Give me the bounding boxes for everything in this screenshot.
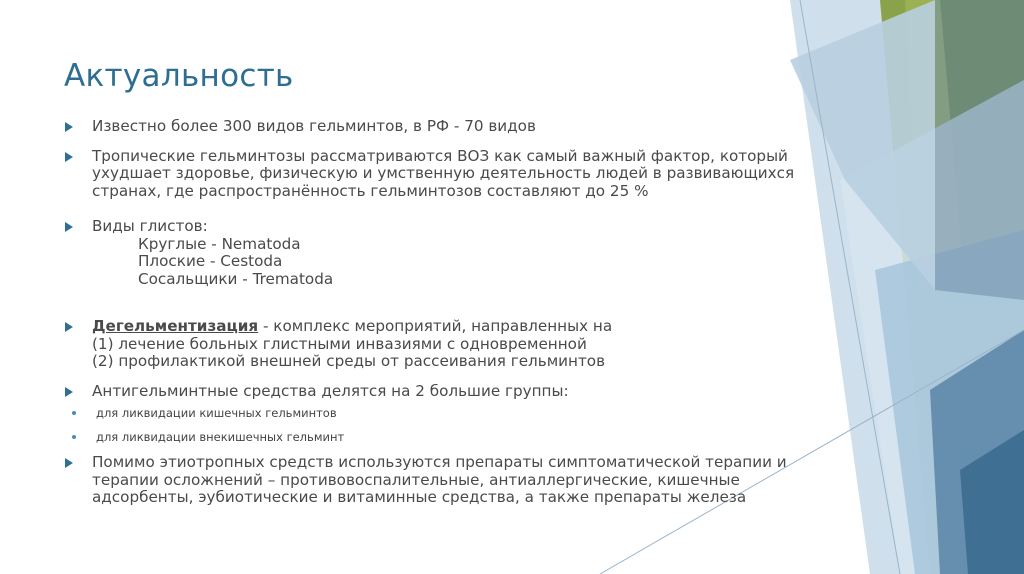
subitem: [64, 430, 804, 444]
bullet-4-first-line: [92, 318, 804, 336]
bullet-arrow-icon: [65, 152, 73, 162]
worm-type-line: Сосальщики - Trematoda: [138, 269, 334, 288]
subitem: [64, 406, 804, 420]
bullet-arrow-icon: [65, 458, 73, 468]
bullet-2: [64, 148, 802, 201]
bullet-4-line: (2) профилактикой внешней среды от рассеивания гельминтов: [92, 352, 606, 370]
dot-icon: [72, 435, 76, 439]
bullet-4-line: (1) лечение больных глистными инвазиями с одновременной: [92, 334, 587, 353]
bullet-3-heading: Виды глистов:: [92, 217, 208, 235]
dot-icon: [72, 411, 76, 415]
bullet-3: [64, 218, 804, 288]
bullet-6: [64, 454, 792, 507]
bullet-1-text: Известно более 300 видов гельминтов, в РФ - 70 видов: [92, 117, 536, 135]
bullet-4: [64, 318, 804, 371]
bullet-5: [64, 383, 804, 401]
worm-type-line: Плоские - Cestoda: [138, 252, 283, 270]
subitem-text: для ликвидации кишечных гельминтов: [96, 406, 337, 420]
bullet-1: [64, 118, 804, 136]
bullet-arrow-icon: [65, 322, 73, 332]
worm-type-line: Круглые - Nematoda: [138, 234, 301, 253]
bullet-arrow-icon: [65, 222, 73, 232]
worm-types-list: [92, 236, 804, 289]
bullet-4-term: Дегельментизация: [92, 317, 259, 335]
bullet-4-rest: - комплекс мероприятий, направленных на: [258, 317, 613, 335]
bullet-5-subitems: [64, 406, 804, 444]
bullet-6-text: Помимо этиотропных средств используются препараты симптоматической терапии и терапии осложнений – противовоспалительные, антиаллергические, кишечные адсорбенты, эубиотические и витаминные средства, а также препараты железа: [92, 453, 787, 506]
slide-title: Актуальность: [64, 58, 294, 94]
bullet-5-text: Антигельминтные средства делятся на 2 большие группы:: [92, 381, 569, 400]
bullet-arrow-icon: [65, 122, 73, 132]
bullet-arrow-icon: [65, 387, 73, 397]
subitem-text: для ликвидации внекишечных гельминт: [96, 430, 345, 444]
bullet-2-text: Тропические гельминтозы рассматриваются ВОЗ как самый важный фактор, который ухудшает здоровье, физическую и умственную деятельность людей в развивающихся странах, где распространённость гельминтозов составляют до 25 %: [92, 146, 795, 200]
slide-content: [64, 118, 804, 507]
